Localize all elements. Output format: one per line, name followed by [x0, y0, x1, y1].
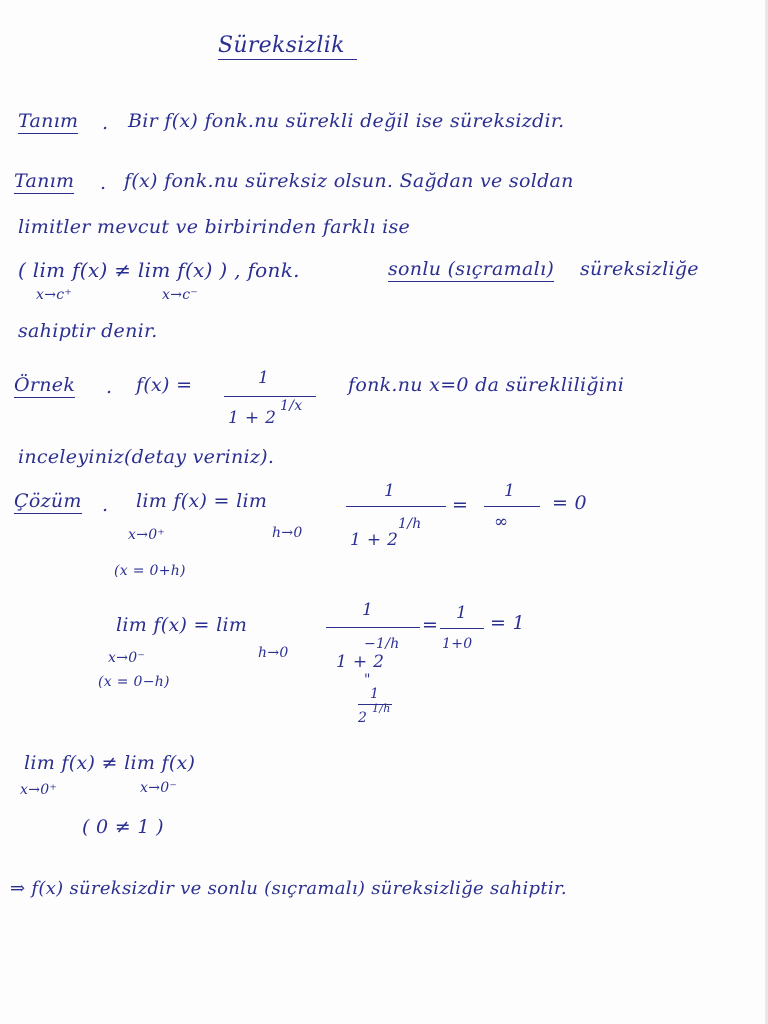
- example-denominator-exp: 1/x: [280, 398, 303, 414]
- right-limit-expr: lim f(x) = lim: [136, 490, 268, 512]
- definition-2-line3: ( lim f(x) ≠ lim f(x) ) , fonk.: [18, 258, 300, 282]
- definition-1-dot: .: [102, 112, 109, 134]
- example-fx: f(x) =: [136, 374, 193, 396]
- example-dot: .: [106, 376, 113, 398]
- limits-not-equal-sub-left: x→0⁻: [140, 780, 178, 796]
- example-fraction-bar: [224, 396, 316, 397]
- conclusion: ⇒ f(x) süreksizdir ve sonlu (sıçramalı) süreksizliğe sahiptir.: [10, 878, 567, 899]
- example-text: fonk.nu x=0 da sürekliliğini: [348, 374, 625, 396]
- left-limit-numerator-2: 1: [456, 603, 468, 623]
- definition-1-label: Tanım: [18, 110, 79, 132]
- example-denominator: 1 + 2: [228, 408, 277, 428]
- definition-2-line3-end: süreksizliğe: [580, 258, 699, 280]
- definition-2-line2: limitler mevcut ve birbirinden farklı ise: [18, 216, 411, 238]
- left-limit-fraction-bar: [326, 627, 420, 628]
- right-limit-result: = 0: [552, 492, 587, 514]
- right-limit-denominator-2: ∞: [494, 512, 509, 532]
- limit-sub-left: x→c⁻: [162, 287, 199, 303]
- left-limit-note: (x = 0−h): [98, 674, 170, 690]
- right-limit-fraction-bar-2: [484, 506, 540, 507]
- limit-sub-right: x→c⁺: [36, 287, 73, 303]
- definition-2-line1: f(x) fonk.nu süreksiz olsun. Sağdan ve soldan: [124, 170, 574, 192]
- example-numerator: 1: [258, 368, 270, 388]
- left-limit-denominator-exp: −1/h: [364, 636, 400, 652]
- right-limit-fraction-bar: [346, 506, 446, 507]
- limits-not-equal: lim f(x) ≠ lim f(x): [24, 752, 196, 774]
- left-limit-denominator-2: 1+0: [442, 636, 473, 652]
- right-limit-denominator-exp: 1/h: [398, 516, 422, 532]
- definition-2-jump-term: sonlu (sıçramalı): [388, 258, 555, 280]
- example-line2: inceleyiniz(detay veriniz).: [18, 446, 275, 468]
- solution-dot: .: [102, 494, 109, 516]
- left-limit-equivalence-mark: ": [364, 672, 371, 688]
- right-limit-sub-h: h→0: [272, 525, 303, 541]
- definition-2-dot: .: [100, 172, 107, 194]
- limits-values: ( 0 ≠ 1 ): [82, 816, 164, 838]
- left-limit-equals: =: [422, 614, 439, 636]
- definition-1-text: Bir f(x) fonk.nu sürekli değil ise süreksizdir.: [128, 110, 565, 132]
- left-limit-alt-denominator-exp: 1/h: [372, 702, 391, 715]
- right-limit-sub-x: x→0⁺: [128, 527, 166, 543]
- right-limit-note: (x = 0+h): [114, 563, 186, 579]
- definition-2-line4: sahiptir denir.: [18, 320, 158, 342]
- left-limit-result: = 1: [490, 612, 525, 634]
- page-title: Süreksizlik: [218, 33, 357, 60]
- right-limit-numerator: 1: [384, 481, 396, 501]
- left-limit-sub-h: h→0: [258, 645, 289, 661]
- left-limit-numerator: 1: [362, 600, 374, 620]
- example-label: Örnek: [14, 374, 76, 396]
- left-limit-expr: lim f(x) = lim: [116, 614, 248, 636]
- left-limit-sub-x: x→0⁻: [108, 650, 146, 666]
- solution-label: Çözüm: [14, 490, 82, 512]
- left-limit-fraction-bar-2: [440, 628, 484, 629]
- left-limit-alt-numerator: 1: [370, 686, 380, 702]
- limits-not-equal-sub-right: x→0⁺: [20, 782, 58, 798]
- left-limit-alt-denominator: 2: [358, 710, 368, 726]
- definition-2-label: Tanım: [14, 170, 75, 192]
- right-limit-denominator: 1 + 2: [350, 530, 399, 550]
- right-limit-equals: =: [452, 494, 469, 516]
- left-limit-denominator: 1 + 2: [336, 652, 385, 672]
- right-limit-numerator-2: 1: [504, 481, 516, 501]
